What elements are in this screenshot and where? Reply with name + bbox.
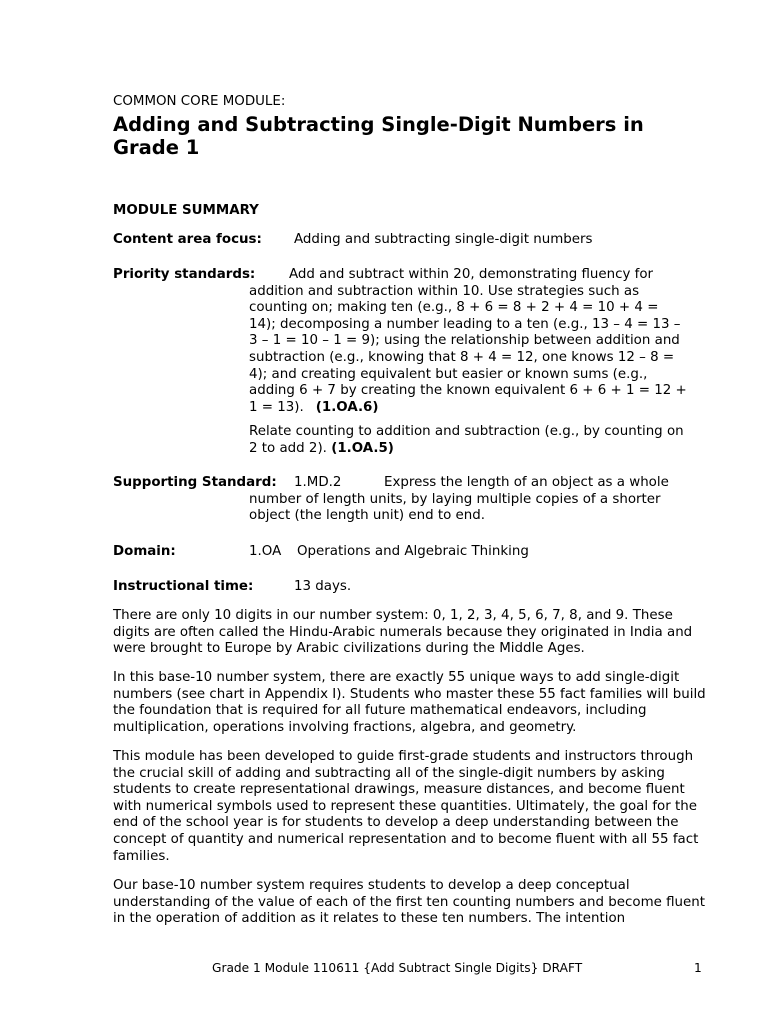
priority-line: 14); decomposing a number leading to a ten (e.g., 13 – 4 = 13 – [249, 316, 681, 332]
priority-line-text: 2 to add 2). [249, 440, 327, 456]
supporting-line: number of length units, by laying multiple copies of a shorter [249, 491, 661, 507]
priority-line: subtraction (e.g., knowing that 8 + 4 = 12, one knows 12 – 8 = [249, 349, 675, 365]
instructional-time-value: 13 days. [294, 579, 352, 594]
supporting-standard-text [249, 475, 709, 525]
priority-line: adding 6 + 7 by creating the known equivalent 6 + 6 + 1 = 12 + [249, 383, 687, 399]
module-kicker: COMMON CORE MODULE: [113, 94, 286, 109]
module-summary-heading: MODULE SUMMARY [113, 203, 259, 218]
priority-line: addition and subtraction within 10. Use strategies such as [249, 283, 640, 299]
paragraph-module-purpose: This module has been developed to guide first-grade students and instructors through the crucial skill of adding and subtracting all of the single-digit numbers by asking students to create representational drawings, measure distances, and become fluent with numerical symbols used to represent these quantities. Ultimately, the goal for the end of the school year is for students to develop a deep understanding between the concept of quantity and numerical representation and to become fluent with all 55 fact families. [113, 749, 699, 864]
standard-code-1oa5: (1.OA.5) [331, 440, 394, 456]
paragraph-digits: There are only 10 digits in our number system: 0, 1, 2, 3, 4, 5, 6, 7, 8, and 9. These digits are often called the Hindu-Arabic numerals because they originated in India and were brought to Europe by Arabic civilizations during the Middle Ages. [113, 608, 693, 657]
footer-text: Grade 1 Module 110611 {Add Subtract Single Digits} DRAFT [212, 961, 583, 975]
supporting-line: object (the length unit) end to end. [249, 508, 486, 524]
page-number: 1 [694, 961, 702, 975]
supporting-standard-code: 1.MD.2 [294, 475, 342, 490]
content-area-value: Adding and subtracting single-digit numbers [294, 232, 593, 247]
domain-label: Domain: [113, 544, 176, 559]
supporting-line: Express the length of an object as a whole [384, 475, 669, 490]
paragraph-base10: In this base-10 number system, there are exactly 55 unique ways to add single-digit numbers (see chart in Appendix I). Students who master these 55 fact families will build the foundation that is required for all future mathematical endeavors, including multiplication, operations involving fractions, algebra, and geometry. [113, 670, 706, 735]
priority-line: 4); and creating equivalent but easier or known sums (e.g., [249, 366, 648, 382]
domain-value: Operations and Algebraic Thinking [297, 544, 529, 559]
domain-code: 1.OA [249, 544, 282, 559]
priority-standards-label: Priority standards: [113, 267, 256, 282]
priority-line-text: 1 = 13). [249, 399, 304, 415]
priority-line-last [249, 441, 709, 458]
supporting-standard-label: Supporting Standard: [113, 475, 277, 490]
priority-line: Relate counting to addition and subtraction (e.g., by counting on [249, 424, 684, 440]
priority-line: 3 – 1 = 10 – 1 = 9); using the relationship between addition and [249, 333, 680, 349]
paragraph-conceptual: Our base-10 number system requires students to develop a deep conceptual understanding of the value of each of the first ten counting numbers and become fluent in the operation of addition as it relates to these ten numbers. The intention [113, 878, 706, 927]
priority-standards-text [249, 267, 709, 458]
priority-line-last [249, 400, 709, 417]
title-line-2: Grade 1 [113, 136, 200, 159]
content-area-label: Content area focus: [113, 232, 262, 247]
instructional-time-label: Instructional time: [113, 579, 254, 594]
module-title [113, 113, 713, 159]
standard-code-1oa6: (1.OA.6) [315, 399, 379, 415]
title-line-1: Adding and Subtracting Single-Digit Numbers in [113, 113, 644, 136]
priority-line: counting on; making ten (e.g., 8 + 6 = 8 + 2 + 4 = 10 + 4 = [249, 300, 659, 316]
priority-line: Add and subtract within 20, demonstrating fluency for [289, 267, 654, 282]
